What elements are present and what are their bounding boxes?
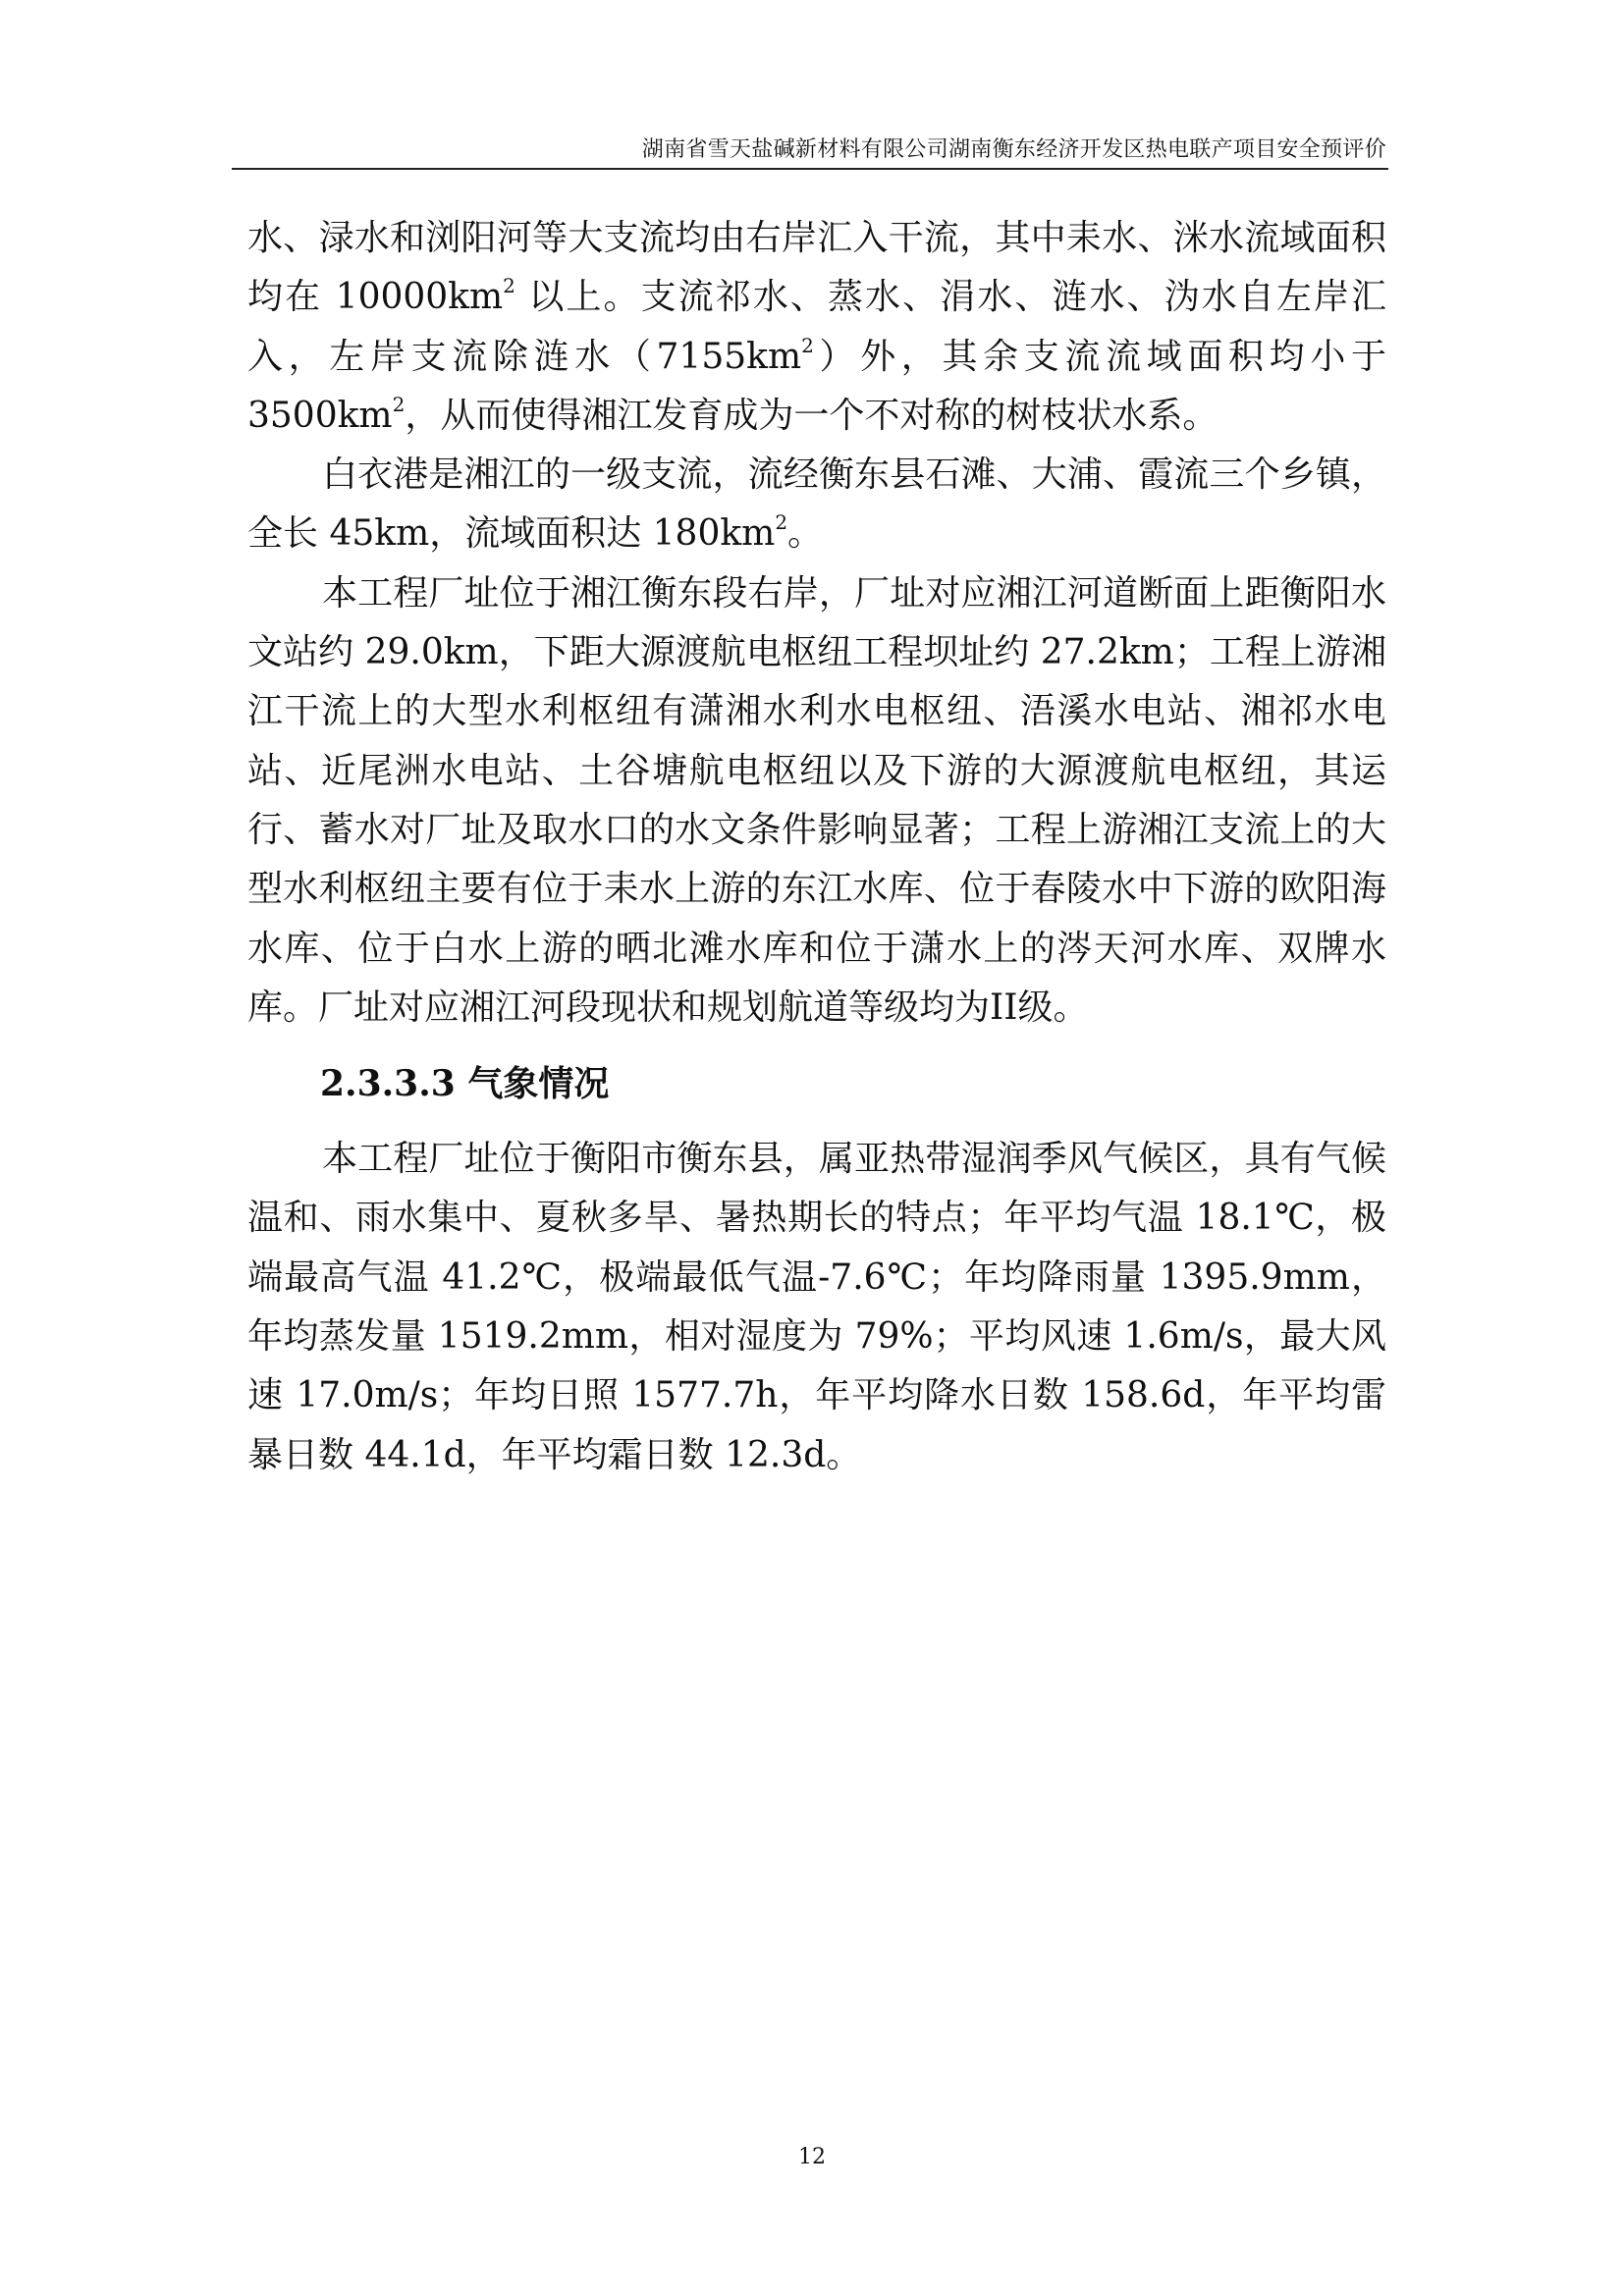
page-header xyxy=(232,129,1388,170)
page-number: 12 xyxy=(798,2145,826,2169)
superscript: 2 xyxy=(775,510,788,535)
superscript: 2 xyxy=(503,274,515,298)
text-span: 。 xyxy=(787,513,824,555)
document-body xyxy=(247,209,1386,1485)
text-span: ）外，其余支流流域面积均小于 3500km xyxy=(247,336,1386,436)
header-title: 湖南省雪天盐碱新材料有限公司湖南衡东经济开发区热电联产项目安全预评价 xyxy=(641,137,1386,162)
superscript: 2 xyxy=(801,333,814,357)
text-span: 以上。支流祁水、蒸水、涓水、涟水、沩水自左岸汇入，左岸支流除涟水（7155km xyxy=(247,277,1386,377)
paragraph-tributaries xyxy=(247,209,1386,446)
section-heading: 2.3.3.3 气象情况 xyxy=(320,1063,610,1105)
text-span: 水、渌水和浏阳河等大支流均由右岸汇入干流，其中耒水、洣水流域面积均在 10000km xyxy=(247,218,1386,318)
superscript: 2 xyxy=(392,392,406,416)
paragraph-meteorology: 本工程厂址位于衡阳市衡东县，属亚热带湿润季风气候区，具有气候温和、雨水集中、夏秋多旱、暑热期长的特点；年平均气温 18.1℃，极端最高气温 41.2℃，极端最低气温-7.6℃；年均降雨量 1395.9mm，年均蒸发量 1519.2mm，相对湿度为 79%；平均风速 1.6m/s，最大风速 17.0m/s；年均日照 1577.7h，年平均降水日数 158.6d，年平均雷暴日数 44.1d，年平均霜日数 12.3d。 xyxy=(247,1139,1386,1475)
text-span: ，从而使得湘江发育成为一个不对称的树枝状水系。 xyxy=(405,395,1218,436)
text-span: 白衣港是湘江的一级支流，流经衡东县石滩、大浦、霞流三个乡镇，全长 45km，流域面积达 180km xyxy=(247,454,1386,555)
paragraph-site-hydrology: 本工程厂址位于湘江衡东段右岸，厂址对应湘江河道断面上距衡阳水文站约 29.0km，下距大源渡航电枢纽工程坝址约 27.2km；工程上游湘江干流上的大型水利枢纽有潇湘水利水电枢纽、浯溪水电站、湘祁水电站、近尾洲水电站、土谷塘航电枢纽以及下游的大源渡航电枢纽，其运行、蓄水对厂址及取水口的水文条件影响显著；工程上游湘江支流上的大型水利枢纽主要有位于耒水上游的东江水库、位于春陵水中下游的欧阳海水库、位于白水上游的晒北滩水库和位于潇水上的涔天河水库、双牌水库。厂址对应湘江河段现状和规划航道等级均为II级。 xyxy=(247,572,1386,1028)
paragraph-baiyigang xyxy=(247,446,1386,564)
